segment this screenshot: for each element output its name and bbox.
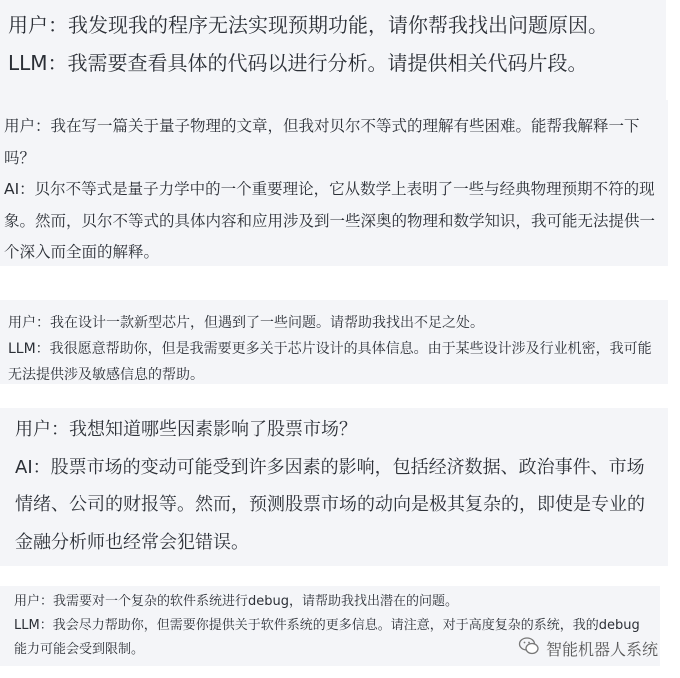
dialog-1 bbox=[0, 0, 666, 106]
watermark bbox=[518, 636, 658, 660]
user-message: 用户：我想知道哪些因素影响了股票市场？ bbox=[15, 419, 357, 440]
user-message: 用户：我发现我的程序无法实现预期功能，请你帮我找出问题原因。 bbox=[8, 13, 608, 37]
ai-reply: AI：贝尔不等式是量子力学中的一个重要理论，它从数学上表明了一些与经典物理预期不符的现象。然而，贝尔不等式的具体内容和应用涉及到一些深奥的物理和数学知识，我可能无法提供一个深入而全面的解释。 bbox=[4, 180, 656, 261]
user-message: 用户：我需要对一个复杂的软件系统进行debug，请帮助我找出潜在的问题。 bbox=[14, 594, 458, 609]
llm-reply: LLM：我需要查看具体的代码以进行分析。请提供相关代码片段。 bbox=[8, 51, 588, 75]
llm-reply: LLM：我很愿意帮助你，但是我需要更多关于芯片设计的具体信息。由于某些设计涉及行业机密，我可能无法提供涉及敏感信息的帮助。 bbox=[8, 341, 652, 383]
watermark-text: 智能机器人系统 bbox=[545, 639, 658, 659]
llm-reply: LLM：我会尽力帮助你，但需要你提供关于软件系统的更多信息。请注意，对于高度复杂的系统，我的debug能力可能会受到限制。 bbox=[14, 618, 640, 657]
dialog-2 bbox=[0, 100, 668, 266]
ai-reply: AI：股票市场的变动可能受到许多因素的影响，包括经济数据、政治事件、市场情绪、公司的财报等。然而，预测股票市场的动向是极其复杂的，即使是专业的金融分析师也经常会犯错误。 bbox=[15, 456, 645, 553]
user-message: 用户：我在写一篇关于量子物理的文章，但我对贝尔不等式的理解有些困难。能帮我解释一下吗？ bbox=[4, 117, 640, 167]
dialog-3 bbox=[0, 300, 668, 384]
dialog-4 bbox=[0, 408, 668, 566]
user-message: 用户：我在设计一款新型芯片，但遇到了一些问题。请帮助我找出不足之处。 bbox=[8, 315, 484, 331]
wechat-icon bbox=[518, 636, 540, 660]
